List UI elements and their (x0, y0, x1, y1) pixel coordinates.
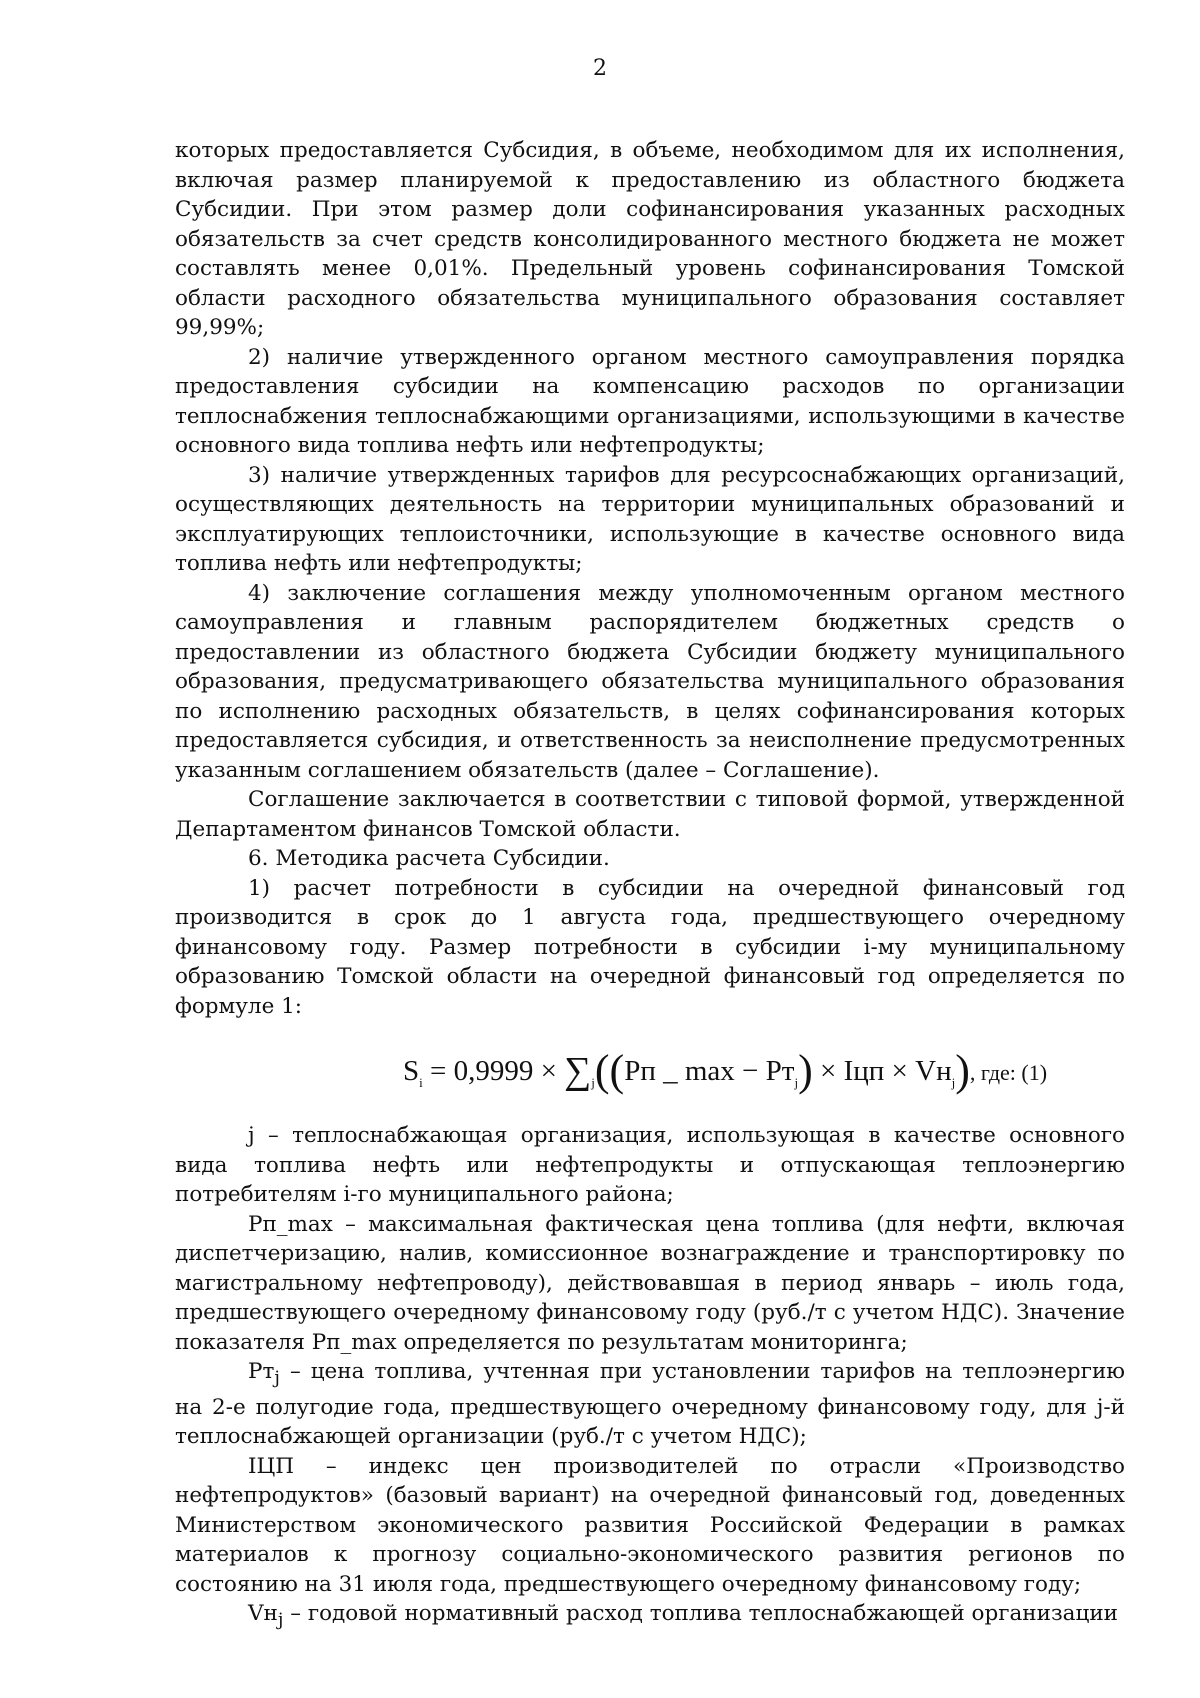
formula-where: , где: (1) (969, 1060, 1048, 1085)
definition-rt-text: – цена топлива, учтенная при установлении тарифов на теплоэнергию на 2-е полугодие года, предшествующего очередному финансовому году, для j-й теплоснабжающей организации (руб./т с учетом НДС); (175, 1359, 1125, 1450)
sum-index: j (591, 1074, 595, 1090)
paragraph: 3) наличие утвержденных тарифов для ресурсоснабжающих организаций, осуществляющих деятельность на территории муниципальных образований и эксплуатирующих теплоисточники, использующие в качестве основного вида топлива нефть или нефтепродукты; (175, 462, 1125, 576)
formula-coefficient: = 0,9999 × (422, 1055, 565, 1087)
paragraph: 1) расчет потребности в субсидии на очередной финансовый год производится в срок до 1 августа года, предшествующего очередному финансовому году. Размер потребности в субсидии i-му муниципальному образованию Томской области на очередной финансовый год определяется по формуле 1: (175, 875, 1125, 1019)
definition-rt (175, 1357, 1125, 1452)
page-number: 2 (593, 56, 607, 81)
sum-sign: ∑ (564, 1050, 592, 1092)
paragraph: Соглашение заключается в соответствии с типовой формой, утвержденной Департаментом финансов Томской области. (175, 787, 1125, 842)
paragraph: 4) заключение соглашения между уполномоченным органом местного самоуправления и главным распорядителем бюджетных средств о предоставлении из областного бюджета Субсидии бюджету муниципального образования, предусматривающего обязательства муниципального образования по исполнению расходных обязательств, в целях софинансирования которых предоставляется субсидия, и ответственность за неисполнение предусмотренных указанным соглашением обязательств (далее – Соглашение). (175, 580, 1125, 783)
paragraph: которых предоставляется Субсидия, в объеме, необходимом для их исполнения, включая размер планируемой к предоставлению из областного бюджета Субсидии. При этом размер доли софинансирования указанных расходных обязательств за счет средств консолидированного местного бюджета не может составлять менее 0,01%. Предельный уровень софинансирования Томской области расходного обязательства муниципального образования составляет 99,99%; (175, 138, 1125, 340)
term-vn: Vн (248, 1601, 278, 1627)
open-parens: (( (594, 1046, 625, 1095)
definition-j: j – теплоснабжающая организация, использующая в качестве основного вида топлива нефть или нефтепродукты и отпускающая теплоэнергию потребителям i-го муниципального района; (175, 1123, 1125, 1207)
formula-lhs: S (402, 1055, 420, 1087)
document-body (175, 136, 1125, 1635)
term-rt: Рт (248, 1359, 275, 1384)
definition-rp-max: Рп_max – максимальная фактическая цена топлива (для нефти, включая диспетчеризацию, налив, комиссионное вознаграждение и транспортировку по магистральному нефтепроводу), действовавшая в период январь – июль года, предшествующего очередному финансовому году (руб./т с учетом НДС). Значение показателя Рп_max определяется по результатам мониторинга; (175, 1211, 1125, 1355)
vn-index: j (951, 1074, 956, 1090)
subsidy-formula (175, 1021, 1125, 1121)
close-outer-paren: ) (955, 1046, 970, 1095)
term-rt-sub: j (274, 1367, 280, 1389)
term-vn-sub: j (277, 1609, 284, 1631)
formula-lhs-sub: i (419, 1074, 423, 1090)
definition-ipc: IЦП – индекс цен производителей по отрасли «Производство нефтепродуктов» (базовый вариант) на очередной финансовый год, доведенных Министерством экономического развития Российской Федерации в рамках материалов к прогнозу социально-экономического развития регионов по состоянию на 31 июля года, предшествующего очередному финансовому году; (175, 1453, 1125, 1597)
section-heading: 6. Методика расчета Субсидии. (248, 846, 610, 871)
price-difference: Рп _ max − Рт (624, 1055, 795, 1087)
definition-vn (175, 1599, 1125, 1635)
paragraph: 2) наличие утвержденного органом местного самоуправления порядка предоставления субсидии на компенсацию расходов по организации теплоснабжения теплоснабжающими организациями, использующими в качестве основного вида топлива нефть или нефтепродукты; (175, 344, 1125, 458)
ipc-volume: × Iцп × Vн (812, 1055, 952, 1087)
rt-index: j (794, 1074, 799, 1090)
close-inner-paren: ) (798, 1046, 813, 1095)
definition-vn-text: – годовой нормативный расход топлива теплоснабжающей организации (283, 1601, 1118, 1627)
